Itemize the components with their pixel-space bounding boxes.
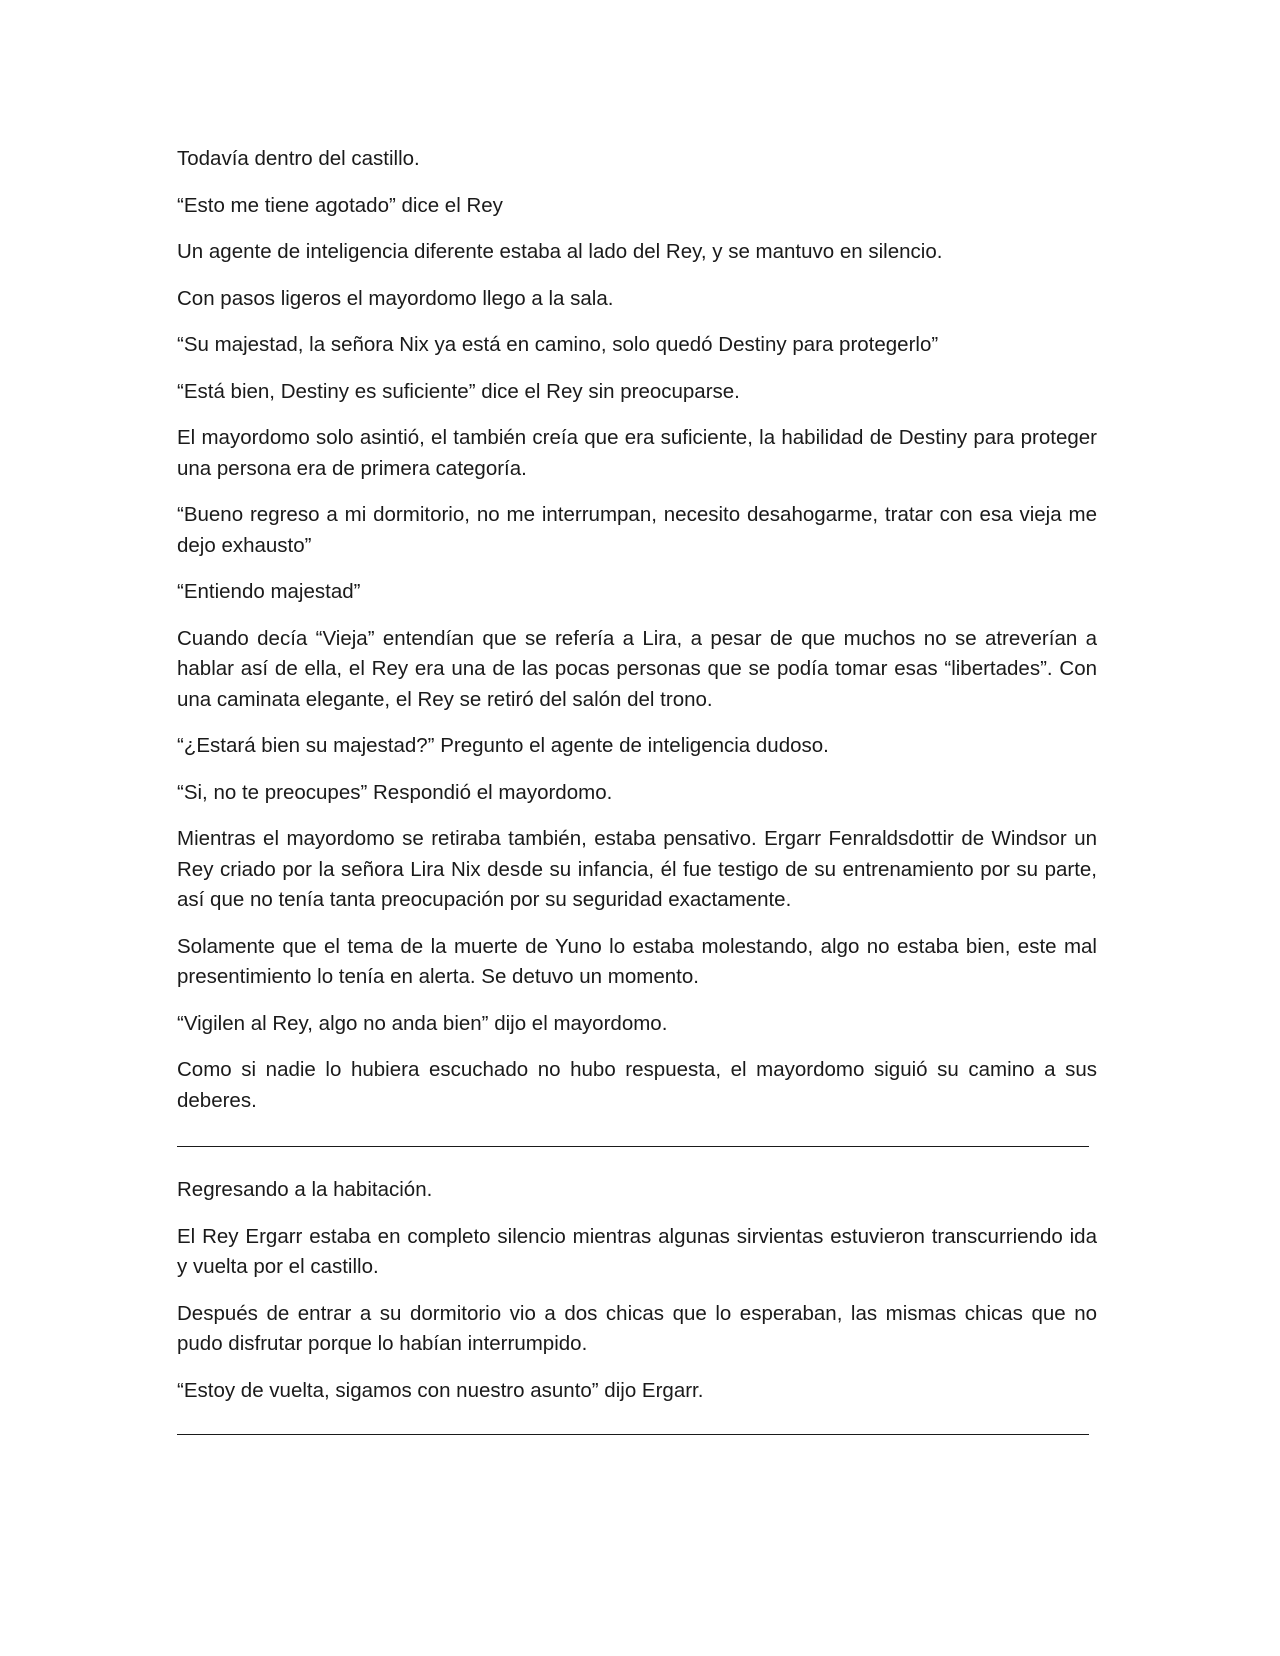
paragraph: El mayordomo solo asintió, el también creía que era suficiente, la habilidad de Destiny para proteger una persona era de primera categoría. [177, 426, 1097, 480]
paragraph: “Estoy de vuelta, sigamos con nuestro asunto” dijo Ergarr. [177, 1378, 704, 1402]
paragraph: Cuando decía “Vieja” entendían que se refería a Lira, a pesar de que muchos no se atreverían a hablar así de ella, el Rey era una de las pocas personas que se podía tomar esas “libertades”. Con una caminata elegante, el Rey se retiró del salón del trono. [177, 626, 1097, 711]
paragraph: Después de entrar a su dormitorio vio a dos chicas que lo esperaban, las mismas chicas que no pudo disfrutar porque lo habían interrumpido. [177, 1301, 1097, 1355]
paragraph: “Su majestad, la señora Nix ya está en camino, solo quedó Destiny para protegerlo” [177, 333, 939, 356]
section-divider [177, 1434, 1089, 1435]
paragraph: “Vigilen al Rey, algo no anda bien” dijo el mayordomo. [177, 1011, 668, 1035]
paragraph: Regresando a la habitación. [177, 1178, 433, 1201]
paragraph: Con pasos ligeros el mayordomo llego a la sala. [177, 286, 614, 310]
paragraph: “Está bien, Destiny es suficiente” dice el Rey sin preocuparse. [177, 379, 740, 403]
paragraph: El Rey Ergarr estaba en completo silencio mientras algunas sirvientas estuvieron transcurriendo ida y vuelta por el castillo. [177, 1224, 1097, 1278]
paragraph: Como si nadie lo hubiera escuchado no hubo respuesta, el mayordomo siguió su camino a sus deberes. [177, 1058, 1097, 1112]
paragraph: Todavía dentro del castillo. [177, 147, 420, 170]
document-page [177, 144, 1097, 1463]
paragraph: “Si, no te preocupes” Respondió el mayordomo. [177, 780, 613, 804]
paragraph: “Bueno regreso a mi dormitorio, no me interrumpan, necesito desahogarme, tratar con esa vieja me dejo exhausto” [177, 503, 1097, 557]
paragraph: “Esto me tiene agotado” dice el Rey [177, 193, 503, 217]
paragraph: Un agente de inteligencia diferente estaba al lado del Rey, y se mantuvo en silencio. [177, 240, 943, 263]
paragraph: “Entiendo majestad” [177, 580, 361, 603]
section-divider [177, 1146, 1089, 1147]
paragraph: “¿Estará bien su majestad?” Pregunto el agente de inteligencia dudoso. [177, 734, 829, 757]
paragraph: Solamente que el tema de la muerte de Yuno lo estaba molestando, algo no estaba bien, este mal presentimiento lo tenía en alerta. Se detuvo un momento. [177, 934, 1097, 988]
paragraph: Mientras el mayordomo se retiraba también, estaba pensativo. Ergarr Fenraldsdottir de Windsor un Rey criado por la señora Lira Nix desde su infancia, él fue testigo de su entrenamiento por su parte, así que no tenía tanta preocupación por su seguridad exactamente. [177, 827, 1097, 911]
